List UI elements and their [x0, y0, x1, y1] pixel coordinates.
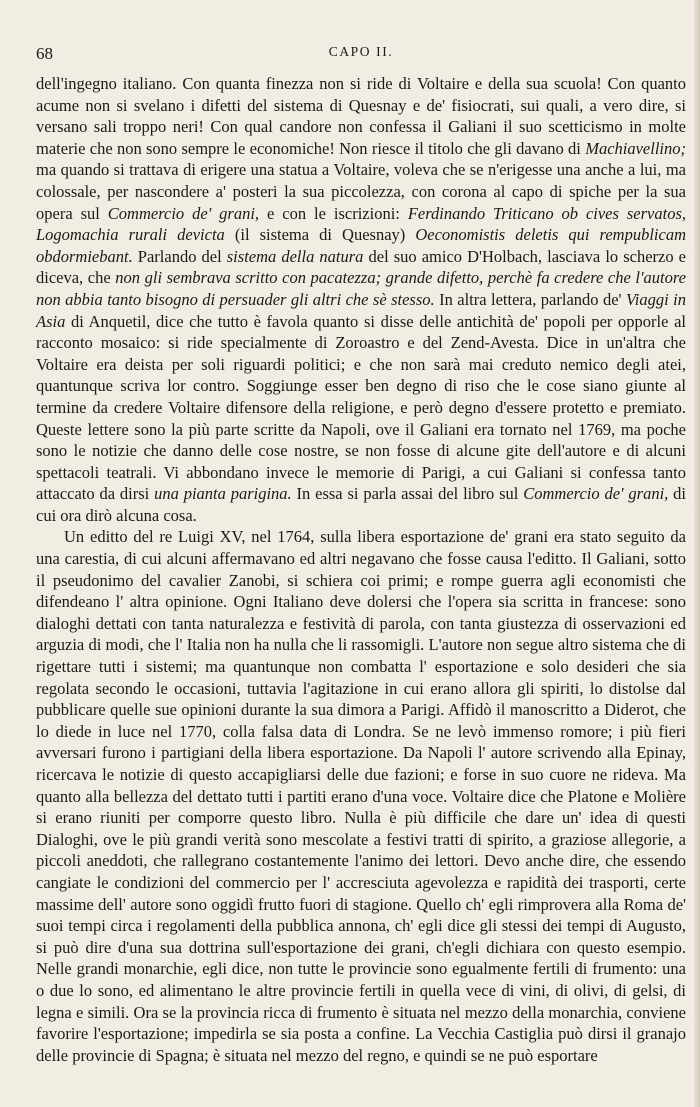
text-run: e con le iscrizioni: [259, 203, 408, 223]
text-run: del suo amico D'Holbach, lasciava lo scherzo e diceva, che [36, 246, 687, 288]
italic-text: Ferdinando Triticano ob cives servatos, Logomachia rurali devicta [36, 203, 686, 245]
text-run: di Anquetil, dice che tutto è favola quanto si disse delle antichità de' popoli per opporle al racconto mosaico: si ride specialmente di Zoroastro e del Zend-Avesta. Dice in un'altra che Voltaire era deista per soli riguardi politici; e che non sarà mai creduto nemico degli atei, quantunque scriva lor contro. Soggiunge esser ben degno di riso che le cose siano giunte al termine da credere Voltaire difensore della religione, e però degno d'essere protetto e premiato. Queste lettere sono la più parte scritte da Napoli, ove il Galiani era tornato nel 1769, ma poche sono le notizie che danno delle cose nostre, se non fosse di alcune gite dell'autore e di alcuni spettacoli teatrali. Vi abbondano invece le memorie di Parigi, a cui Galiani si confessa tanto attaccato da dirsi [36, 311, 686, 504]
paragraph [36, 526, 686, 1066]
text-run: dell'ingegno italiano. Con quanta finezza non si ride di Voltaire e della sua scuola! Con quanto acume non si svelano i difetti del sistema di Quesnay e de' fisiocrati, sui quali, a vero dire, si versano sali troppo neri! Con qual candore non confessa il Galiani il suo scetticismo in molte materie che non sono sempre le economiche! Non riesce il titolo che gli davano di [36, 74, 686, 158]
page-header [36, 44, 686, 66]
italic-text: non gli sembrava scritto con pacatezza; grande difetto, perchè fa credere che l'autore non abbia tanto bisogno di persuader gli altri che sè stesso. [36, 268, 687, 309]
page-number: 68 [36, 44, 53, 63]
running-title: CAPO II. [328, 44, 394, 59]
italic-text: Machiavellino; [585, 138, 686, 158]
italic-text: sistema della natura [226, 246, 364, 266]
text-run: In altra lettera, parlando de' [434, 289, 626, 309]
text-run: In essa si parla assai del libro sul [291, 484, 524, 504]
text-run: (il sistema di Quesnay) [224, 225, 416, 245]
text-run: Parlando del [132, 246, 227, 266]
body-text [36, 73, 686, 1066]
italic-text: Viaggi in Asia [36, 289, 686, 331]
italic-text: Commercio de' grani, [523, 484, 669, 504]
italic-text: una pianta parigina. [154, 484, 292, 504]
paragraph [36, 73, 686, 526]
page-edge [694, 0, 700, 1107]
text-run: Un editto del re Luigi XV, nel 1764, sulla libera esportazione de' grani era stato seguito da una carestia, di cui alcuni affermavano ed altri negavano che fosse causa l'editto. Il Galiani, sotto il pseudonimo del cavalier Zanobi, si schiera coi primi; e rompe guerra agli economisti che difendeano l' altra opinione. Ogni Italiano deve dolersi che l'opera sia scritta in francese: sono dialoghi dettati con tanta naturalezza e festività di parola, con tanta giustezza di osservazioni ed arguzia di modi, che l' Italia non ha nulla che li rassomigli. L'autore non segue altro sistema che di rigettare tutti i sistemi; ma quantunque non combatta l' esportazione e solo desideri che sia regolata secondo le occasioni, tuttavia l'agitazione in cui erano allora gli spiriti, lo distolse dal pubblicare quelle sue opinioni durante la sua dimora a Parigi. Affidò il manoscritto a Diderot, che lo diede in luce nel 1770, colla falsa data di Londra. Se ne levò immenso romore; i più fieri avversari furono i partigiani della libera esportazione. Da Napoli l' autore scrivendo alla Epinay, ricercava le notizie di questo accapigliarsi delle due fazioni; e forse in suo cuore ne rideva. Ma quanto alla bellezza del dettato tutti i partiti erano d'una voce. Voltaire dice che Platone e Molière si erano riuniti per comporre questo libro. Nulla è più difficile che dare un' idea di questi Dialoghi, ove le più grandi verità sono mescolate a festivi tratti di spirito, a graziose allegorie, a piccoli aneddoti, che rallegrano costantemente l'animo dei lettori. Devo anche dire, che essendo cangiate le condizioni del commercio per l' accresciuta agevolezza e rapidità dei trasporti, certe massime dell' autore sono oggidì frutto fuori di stagione. Quello ch' egli rimprovera alla Roma de' suoi tempi circa i regolamenti della pubblica annona, ch' egli dice gli stessi dei tempi di Augusto, si può dire d'una sua dottrina sull'esportazione dei grani, ch'egli dichiara con questo esempio. Nelle grandi monarchie, egli dice, non tutte le provincie sono egualmente fertili di frumento: una o due lo sono, ed alimentano le altre provincie fertili in quella vece di vini, di olivi, di gelsi, di legna e simili. Ora se la provincia ricca di frumento è situata nel mezzo della monarchia, conviene favorire l'esportazione; impedirla se sia posta a confine. La Vecchia Castiglia può dirsi il granajo delle provincie di Spagna; è situata nel mezzo del regno, e quindi se ne può esportare [36, 527, 686, 1065]
text-run: di cui ora dirò alcuna cosa. [36, 484, 686, 525]
italic-text: Commercio de' grani, [107, 203, 260, 223]
text-run: ma quando si trattava di erigere una statua a Voltaire, voleva che se n'erigesse una anche a lui, ma colossale, per nascondere a' posteri la sua piccolezza, con corona al capo di spiche per la sua opera sul [36, 160, 686, 223]
italic-text: Oeconomistis deletis qui rempublicam obdormiebant. [36, 225, 686, 266]
